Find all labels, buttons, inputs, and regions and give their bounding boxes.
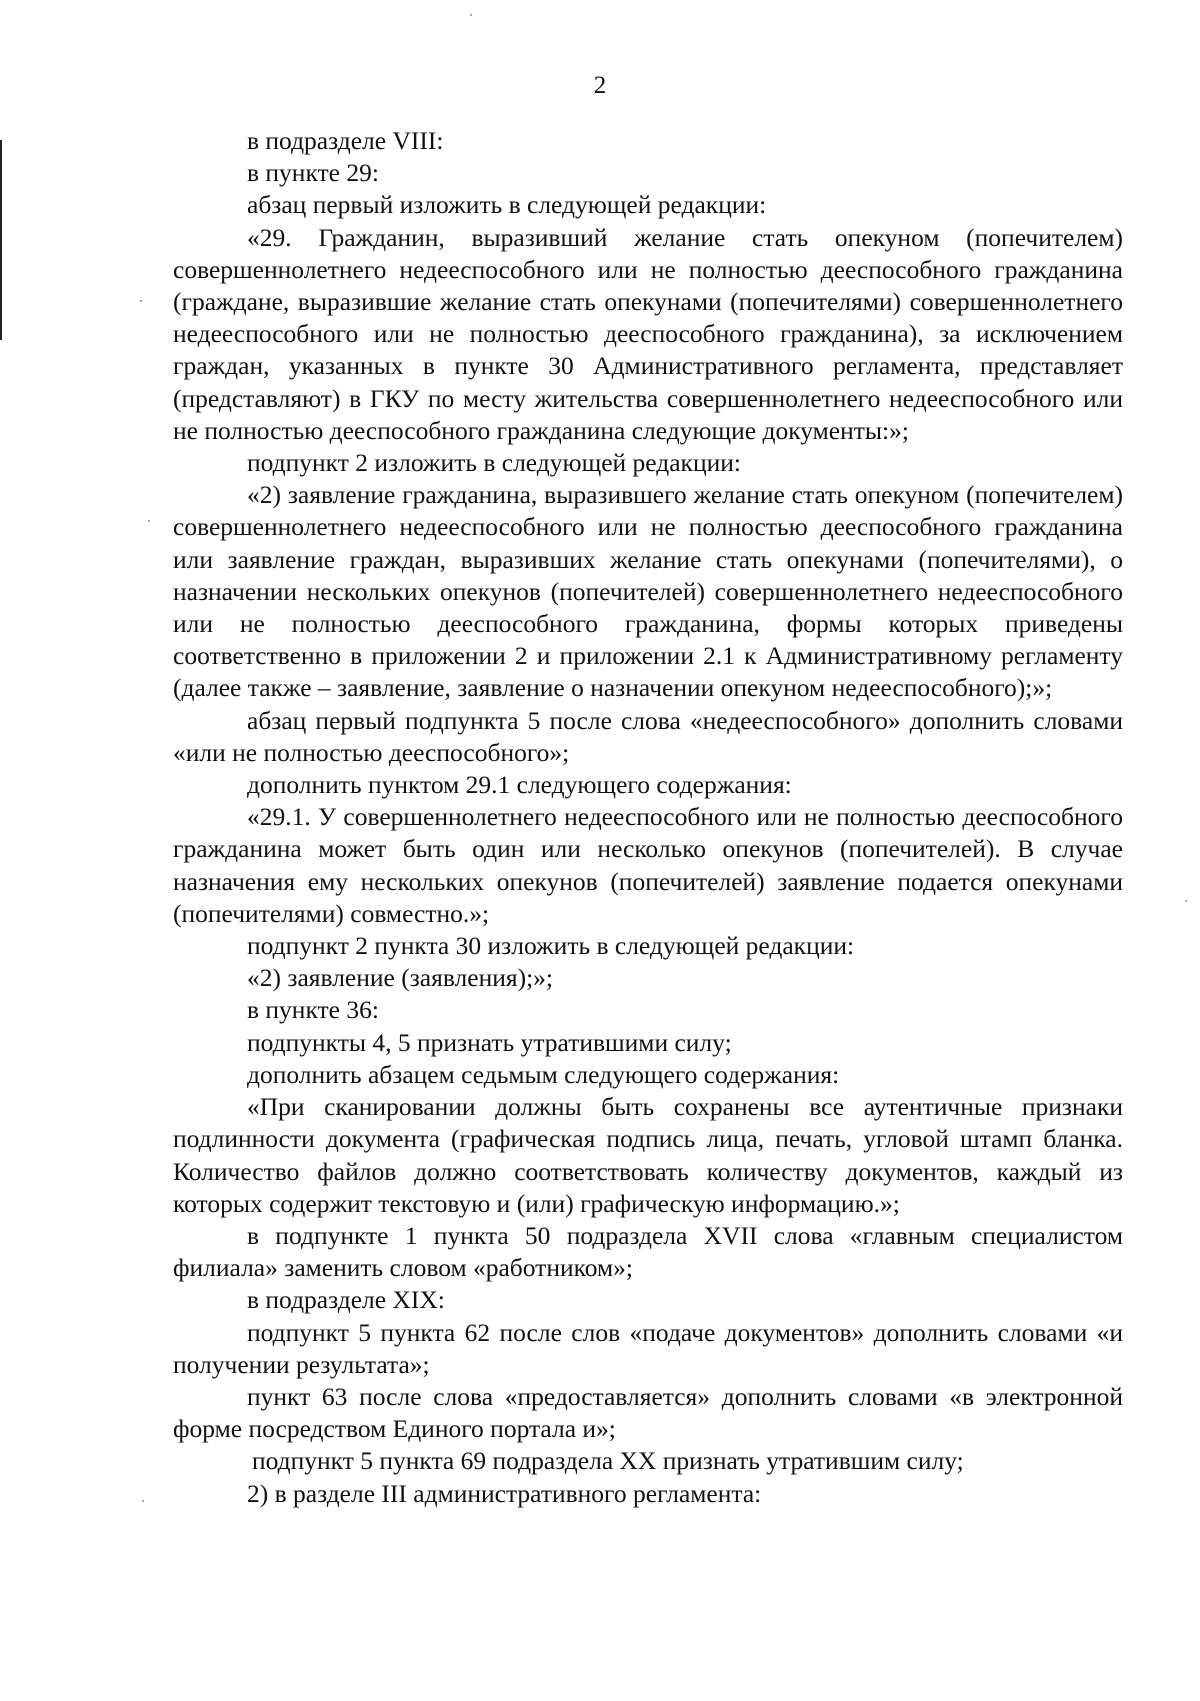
paragraph: пункт 63 после слова «предоставляется» дополнить словами «в электронной форме посредством Единого портала и»; [173, 1381, 1123, 1444]
paragraph: «2) заявление (заявления);»; [247, 963, 554, 993]
paragraph: в пункте 36: [247, 995, 379, 1025]
paragraph: подпункт 5 пункта 62 после слов «подаче документов» дополнить словами «и получении результата»; [173, 1317, 1123, 1379]
paragraph: «29.1. У совершеннолетнего недееспособного или не полностью дееспособного гражданина может быть один или несколько опекунов (попечителей). В случае назначения ему нескольких опекунов (попечителей) заявление подается опекунами (попечителями) совместно.»; [173, 802, 1123, 928]
paragraph: «2) заявление гражданина, выразившего желание стать опекуном (попечителем) совершеннолетнего недееспособного или не полностью дееспособного гражданина или заявление граждан, выразивших желание стать опекунами (попечителями), о назначении нескольких опекунов (попечителей) совершеннолетнего недееспособного или не полностью дееспособного гражданина, формы которых приведены соответственно в приложении 2 и приложении 2.1 к Административному регламенту (далее также – заявление, заявление о назначении опекуном недееспособного);»; [173, 480, 1123, 703]
paragraph: дополнить пунктом 29.1 следующего содержания: [247, 770, 792, 800]
paragraph: «29. Гражданин, выразивший желание стать опекуном (попечителем) совершеннолетнего недееспособного или не полностью дееспособного гражданина (граждане, выразившие желание стать опекунами (попечителями) совершеннолетнего недееспособного или не полностью дееспособного гражданина), за исключением граждан, указанных в пункте 30 Административного регламента, представляет (представляют) в ГКУ по месту жительства совершеннолетнего недееспособного или не полностью дееспособного гражданина следующие документы:»; [173, 222, 1123, 445]
paragraph: дополнить абзацем седьмым следующего содержания: [247, 1059, 840, 1089]
paragraph: абзац первый подпункта 5 после слова «недееспособного» дополнить словами «или не полностью дееспособного»; [173, 705, 1123, 767]
paragraph: абзац первый изложить в следующей редакции: [247, 190, 767, 220]
scan-speck [1185, 900, 1187, 902]
paragraph: подпункты 4, 5 признать утратившими силу; [247, 1027, 732, 1057]
paragraph: в подразделе XIX: [247, 1285, 445, 1315]
paragraph: «При сканировании должны быть сохранены все аутентичные признаки подлинности документа (графическая подпись лица, печать, угловой штамп бланка. Количество файлов должно соответствовать количеству документов, каждый из которых содержит текстовую и (или) графическую информацию.»; [173, 1092, 1123, 1218]
paragraph: подпункт 5 пункта 69 подраздела XX признать утратившим силу; [252, 1446, 964, 1476]
scan-speck [148, 520, 150, 522]
document-body [173, 125, 1123, 1510]
scan-speck [142, 1500, 144, 1502]
paragraph: подпункт 2 изложить в следующей редакции: [247, 448, 741, 478]
scan-edge-line [0, 140, 2, 340]
paragraph: в подпункте 1 пункта 50 подраздела XVII слова «главным специалистом филиала» заменить словом «работником»; [173, 1220, 1123, 1283]
paragraph: в подразделе VIII: [247, 126, 444, 155]
paragraph: подпункт 2 пункта 30 изложить в следующей редакции: [247, 931, 855, 961]
paragraph: 2) в разделе III административного регламента: [247, 1478, 762, 1508]
scan-speck [470, 14, 472, 16]
page-number: 2 [593, 72, 607, 99]
scan-speck [140, 300, 142, 302]
paragraph: в пункте 29: [247, 158, 379, 188]
